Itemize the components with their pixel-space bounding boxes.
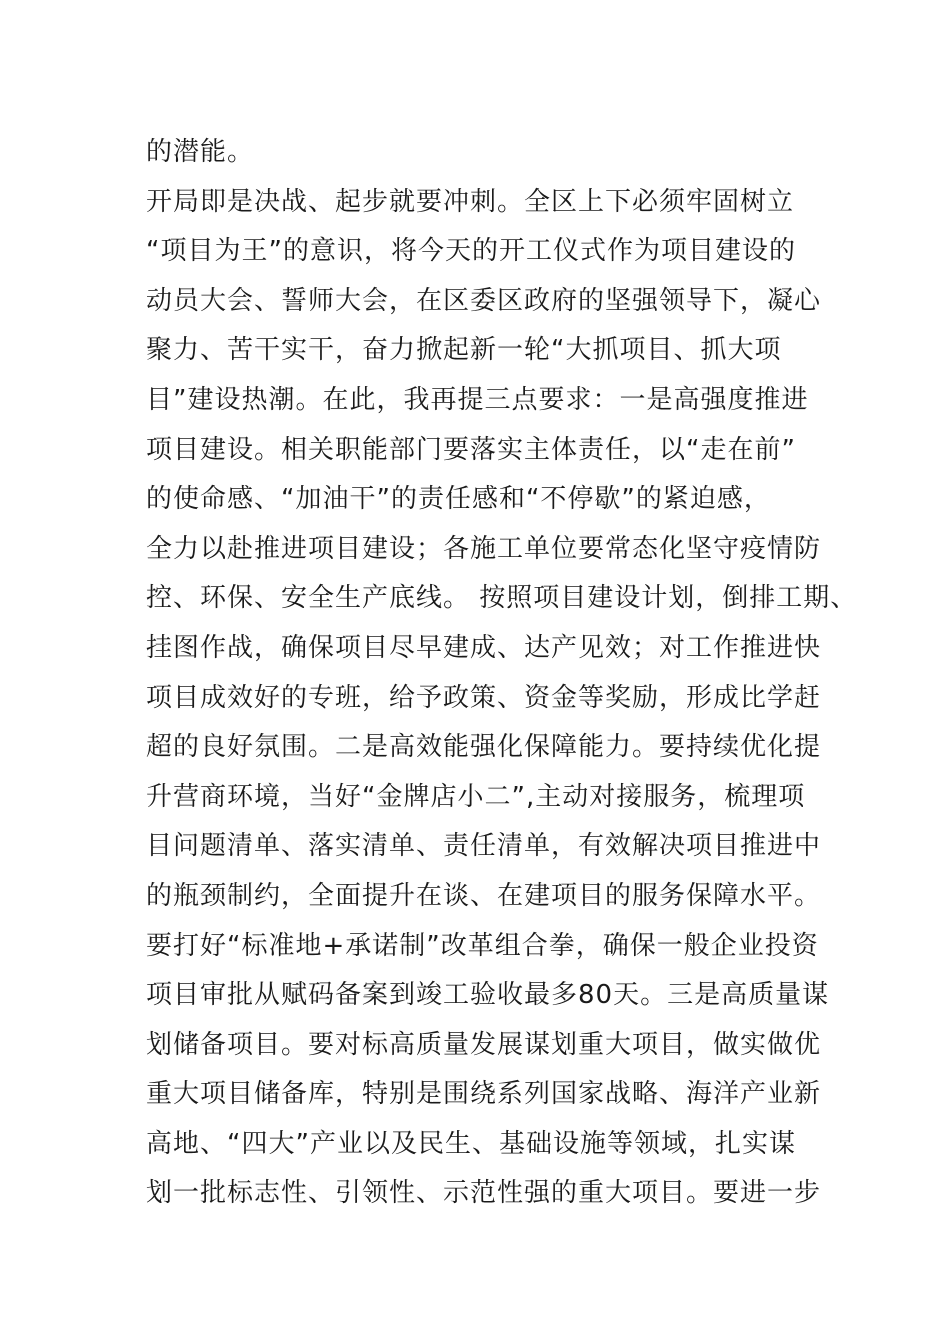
text-line: 的使命感、“加油干”的责任感和“不停歇”的紧迫感， — [146, 484, 771, 515]
text-line: “项目为王”的意识，将今天的开工仪式作为项目建设的 — [146, 236, 796, 267]
text-line: 划储备项目。要对标高质量发展谋划重大项目，做实做优 — [146, 1029, 822, 1060]
text-line: 控、环保、安全生产底线。 按照项目建设计划，倒排工期、 — [146, 583, 858, 614]
text-line: 的潜能。 — [146, 137, 255, 167]
text-line: 高地、“四大”产业以及民生、基础设施等领域，扎实谋 — [146, 1128, 796, 1159]
text-line: 挂图作战，确保项目尽早建成、达产见效；对工作推进快 — [146, 632, 822, 663]
text-line: 的瓶颈制约，全面提升在谈、在建项目的服务保障水平。 — [146, 880, 822, 911]
text-line: 目”建设热潮。在此，我再提三点要求：一是高强度推进 — [146, 384, 809, 415]
text-line: 聚力、苦干实干，奋力掀起新一轮“大抓项目、抓大项 — [146, 335, 782, 366]
text-line: 开局即是决战、起步就要冲刺。全区上下必须牢固树立 — [146, 186, 795, 217]
text-line: 超的良好氛围。二是高效能强化保障能力。要持续优化提 — [146, 732, 822, 763]
text-line: 项目审批从赋码备案到竣工验收最多80天。三是高质量谋 — [146, 980, 830, 1011]
text-line: 要打好“标准地+承诺制”改革组合拳，确保一般企业投资 — [146, 930, 819, 961]
text-line: 目问题清单、落实清单、责任清单，有效解决项目推进中 — [146, 831, 822, 862]
body-text — [146, 128, 858, 1219]
text-line: 划一批标志性、引领性、示范性强的重大项目。要进一步 — [146, 1178, 822, 1209]
text-line: 动员大会、誓师大会，在区委区政府的坚强领导下，凝心 — [146, 285, 822, 316]
text-line: 项目成效好的专班，给予政策、资金等奖励，形成比学赶 — [146, 682, 822, 713]
text-line: 全力以赴推进项目建设；各施工单位要常态化坚守疫情防 — [146, 533, 822, 564]
text-line: 升营商环境，当好“金牌店小二”,主动对接服务，梳理项 — [146, 781, 806, 812]
text-line: 项目建设。相关职能部门要落实主体责任，以“走在前” — [146, 434, 796, 465]
text-line: 重大项目储备库，特别是围绕系列国家战略、海洋产业新 — [146, 1079, 822, 1110]
